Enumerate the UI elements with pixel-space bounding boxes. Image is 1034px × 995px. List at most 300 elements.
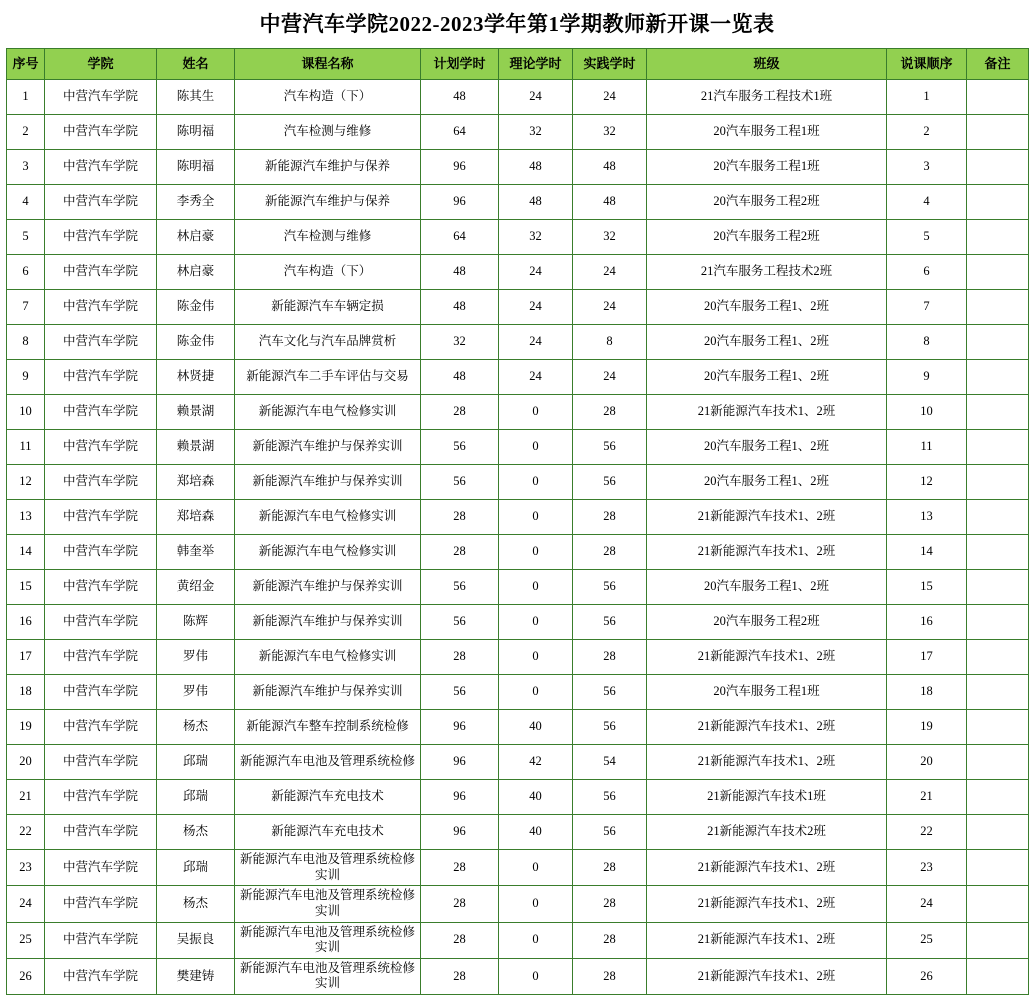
cell-practice-hours: 24 (573, 290, 647, 325)
cell-name: 郑培森 (157, 500, 235, 535)
cell-name: 韩奎举 (157, 535, 235, 570)
cell-practice-hours: 32 (573, 115, 647, 150)
table-row (7, 430, 1029, 465)
cell-theory-hours: 0 (499, 570, 573, 605)
cell-seq: 20 (7, 745, 45, 780)
cell-plan-hours: 28 (421, 640, 499, 675)
cell-course: 新能源汽车电池及管理系统检修实训 (235, 850, 421, 886)
cell-practice-hours: 56 (573, 430, 647, 465)
cell-remark (967, 850, 1029, 886)
cell-remark (967, 886, 1029, 922)
cell-name: 林启豪 (157, 255, 235, 290)
table-row (7, 780, 1029, 815)
cell-seq: 26 (7, 958, 45, 994)
cell-class: 20汽车服务工程1、2班 (647, 360, 887, 395)
cell-class: 21汽车服务工程技术1班 (647, 80, 887, 115)
cell-seq: 13 (7, 500, 45, 535)
cell-college: 中营汽车学院 (45, 745, 157, 780)
table-row (7, 325, 1029, 360)
cell-theory-hours: 0 (499, 922, 573, 958)
cell-practice-hours: 54 (573, 745, 647, 780)
cell-college: 中营汽车学院 (45, 850, 157, 886)
table-header-row (7, 49, 1029, 80)
cell-remark (967, 220, 1029, 255)
cell-order: 3 (887, 150, 967, 185)
cell-college: 中营汽车学院 (45, 150, 157, 185)
cell-course: 新能源汽车维护与保养实训 (235, 430, 421, 465)
cell-name: 赖景湖 (157, 430, 235, 465)
column-header-practice-hours: 实践学时 (573, 49, 647, 80)
cell-theory-hours: 0 (499, 465, 573, 500)
cell-plan-hours: 56 (421, 675, 499, 710)
cell-class: 21新能源汽车技术1、2班 (647, 535, 887, 570)
cell-remark (967, 325, 1029, 360)
cell-theory-hours: 40 (499, 710, 573, 745)
cell-course: 新能源汽车电气检修实训 (235, 640, 421, 675)
cell-order: 16 (887, 605, 967, 640)
cell-plan-hours: 28 (421, 922, 499, 958)
cell-name: 邱瑞 (157, 850, 235, 886)
cell-plan-hours: 48 (421, 360, 499, 395)
cell-remark (967, 605, 1029, 640)
cell-theory-hours: 0 (499, 500, 573, 535)
cell-seq: 4 (7, 185, 45, 220)
cell-college: 中营汽车学院 (45, 535, 157, 570)
cell-name: 郑培森 (157, 465, 235, 500)
cell-name: 樊建铸 (157, 958, 235, 994)
cell-class: 21新能源汽车技术1、2班 (647, 500, 887, 535)
cell-order: 24 (887, 886, 967, 922)
column-header-seq: 序号 (7, 49, 45, 80)
cell-practice-hours: 32 (573, 220, 647, 255)
cell-seq: 8 (7, 325, 45, 360)
cell-remark (967, 185, 1029, 220)
cell-theory-hours: 0 (499, 640, 573, 675)
cell-course: 新能源汽车二手车评估与交易 (235, 360, 421, 395)
cell-college: 中营汽车学院 (45, 570, 157, 605)
cell-college: 中营汽车学院 (45, 185, 157, 220)
table-row (7, 886, 1029, 922)
cell-theory-hours: 32 (499, 115, 573, 150)
cell-seq: 11 (7, 430, 45, 465)
cell-plan-hours: 28 (421, 958, 499, 994)
cell-seq: 9 (7, 360, 45, 395)
cell-course: 新能源汽车维护与保养 (235, 150, 421, 185)
cell-class: 20汽车服务工程2班 (647, 185, 887, 220)
cell-plan-hours: 56 (421, 570, 499, 605)
column-header-college: 学院 (45, 49, 157, 80)
cell-class: 21新能源汽车技术1、2班 (647, 850, 887, 886)
cell-class: 21新能源汽车技术1、2班 (647, 886, 887, 922)
column-header-theory-hours: 理论学时 (499, 49, 573, 80)
table-row (7, 710, 1029, 745)
cell-class: 20汽车服务工程2班 (647, 220, 887, 255)
cell-name: 陈明福 (157, 150, 235, 185)
table-row (7, 535, 1029, 570)
cell-course: 汽车构造（下） (235, 255, 421, 290)
cell-remark (967, 745, 1029, 780)
cell-order: 25 (887, 922, 967, 958)
cell-class: 20汽车服务工程2班 (647, 605, 887, 640)
cell-college: 中营汽车学院 (45, 115, 157, 150)
table-row (7, 255, 1029, 290)
cell-remark (967, 535, 1029, 570)
cell-college: 中营汽车学院 (45, 500, 157, 535)
cell-name: 吴振良 (157, 922, 235, 958)
cell-course: 新能源汽车维护与保养实训 (235, 605, 421, 640)
cell-class: 21新能源汽车技术1、2班 (647, 395, 887, 430)
column-header-course: 课程名称 (235, 49, 421, 80)
cell-theory-hours: 32 (499, 220, 573, 255)
cell-remark (967, 958, 1029, 994)
cell-theory-hours: 0 (499, 395, 573, 430)
table-row (7, 465, 1029, 500)
cell-seq: 2 (7, 115, 45, 150)
table-row (7, 185, 1029, 220)
cell-remark (967, 922, 1029, 958)
cell-plan-hours: 28 (421, 886, 499, 922)
cell-class: 20汽车服务工程1班 (647, 115, 887, 150)
cell-practice-hours: 28 (573, 886, 647, 922)
cell-plan-hours: 96 (421, 710, 499, 745)
cell-practice-hours: 28 (573, 922, 647, 958)
cell-plan-hours: 32 (421, 325, 499, 360)
cell-college: 中营汽车学院 (45, 465, 157, 500)
cell-remark (967, 150, 1029, 185)
cell-course: 新能源汽车电气检修实训 (235, 395, 421, 430)
cell-seq: 12 (7, 465, 45, 500)
table-row (7, 500, 1029, 535)
cell-order: 12 (887, 465, 967, 500)
cell-name: 杨杰 (157, 886, 235, 922)
cell-name: 杨杰 (157, 710, 235, 745)
cell-remark (967, 360, 1029, 395)
cell-plan-hours: 28 (421, 535, 499, 570)
cell-remark (967, 255, 1029, 290)
cell-practice-hours: 28 (573, 500, 647, 535)
cell-class: 20汽车服务工程1班 (647, 675, 887, 710)
cell-college: 中营汽车学院 (45, 290, 157, 325)
cell-practice-hours: 24 (573, 80, 647, 115)
cell-class: 21新能源汽车技术1、2班 (647, 710, 887, 745)
cell-seq: 15 (7, 570, 45, 605)
cell-seq: 19 (7, 710, 45, 745)
cell-plan-hours: 56 (421, 465, 499, 500)
cell-order: 14 (887, 535, 967, 570)
cell-order: 18 (887, 675, 967, 710)
cell-college: 中营汽车学院 (45, 815, 157, 850)
cell-plan-hours: 64 (421, 220, 499, 255)
cell-practice-hours: 56 (573, 570, 647, 605)
cell-plan-hours: 48 (421, 290, 499, 325)
cell-theory-hours: 24 (499, 290, 573, 325)
cell-order: 7 (887, 290, 967, 325)
table-row (7, 850, 1029, 886)
cell-practice-hours: 8 (573, 325, 647, 360)
cell-practice-hours: 56 (573, 710, 647, 745)
cell-seq: 5 (7, 220, 45, 255)
cell-name: 陈金伟 (157, 325, 235, 360)
cell-practice-hours: 48 (573, 185, 647, 220)
cell-theory-hours: 24 (499, 360, 573, 395)
cell-theory-hours: 40 (499, 815, 573, 850)
cell-class: 20汽车服务工程1班 (647, 150, 887, 185)
cell-plan-hours: 96 (421, 150, 499, 185)
cell-class: 21新能源汽车技术1、2班 (647, 958, 887, 994)
cell-practice-hours: 56 (573, 605, 647, 640)
cell-class: 20汽车服务工程1、2班 (647, 465, 887, 500)
cell-class: 20汽车服务工程1、2班 (647, 325, 887, 360)
table-row (7, 605, 1029, 640)
cell-course: 新能源汽车电气检修实训 (235, 500, 421, 535)
cell-course: 新能源汽车电池及管理系统检修实训 (235, 958, 421, 994)
cell-course: 新能源汽车整车控制系统检修 (235, 710, 421, 745)
cell-plan-hours: 28 (421, 395, 499, 430)
cell-seq: 22 (7, 815, 45, 850)
cell-order: 4 (887, 185, 967, 220)
cell-practice-hours: 24 (573, 360, 647, 395)
cell-remark (967, 640, 1029, 675)
cell-college: 中营汽车学院 (45, 922, 157, 958)
cell-seq: 1 (7, 80, 45, 115)
cell-order: 23 (887, 850, 967, 886)
cell-practice-hours: 28 (573, 850, 647, 886)
column-header-remark: 备注 (967, 49, 1029, 80)
cell-name: 赖景湖 (157, 395, 235, 430)
cell-course: 新能源汽车维护与保养实训 (235, 570, 421, 605)
cell-name: 陈辉 (157, 605, 235, 640)
cell-practice-hours: 28 (573, 958, 647, 994)
cell-name: 陈其生 (157, 80, 235, 115)
cell-course: 新能源汽车维护与保养实训 (235, 465, 421, 500)
cell-practice-hours: 56 (573, 780, 647, 815)
cell-class: 21新能源汽车技术1班 (647, 780, 887, 815)
cell-course: 汽车检测与维修 (235, 115, 421, 150)
cell-college: 中营汽车学院 (45, 675, 157, 710)
cell-practice-hours: 28 (573, 395, 647, 430)
cell-theory-hours: 24 (499, 325, 573, 360)
cell-class: 20汽车服务工程1、2班 (647, 290, 887, 325)
cell-plan-hours: 28 (421, 850, 499, 886)
cell-course: 新能源汽车充电技术 (235, 780, 421, 815)
cell-college: 中营汽车学院 (45, 640, 157, 675)
cell-course: 新能源汽车电池及管理系统检修实训 (235, 886, 421, 922)
cell-theory-hours: 48 (499, 150, 573, 185)
cell-remark (967, 465, 1029, 500)
cell-plan-hours: 56 (421, 605, 499, 640)
cell-remark (967, 115, 1029, 150)
table-row (7, 360, 1029, 395)
cell-name: 陈明福 (157, 115, 235, 150)
cell-order: 8 (887, 325, 967, 360)
cell-name: 杨杰 (157, 815, 235, 850)
table-row (7, 395, 1029, 430)
cell-college: 中营汽车学院 (45, 255, 157, 290)
cell-plan-hours: 48 (421, 255, 499, 290)
cell-theory-hours: 24 (499, 80, 573, 115)
cell-order: 9 (887, 360, 967, 395)
cell-course: 新能源汽车车辆定损 (235, 290, 421, 325)
cell-course: 新能源汽车电气检修实训 (235, 535, 421, 570)
table-row (7, 80, 1029, 115)
cell-course: 新能源汽车维护与保养实训 (235, 675, 421, 710)
column-header-order: 说课顺序 (887, 49, 967, 80)
cell-practice-hours: 28 (573, 640, 647, 675)
cell-college: 中营汽车学院 (45, 780, 157, 815)
cell-class: 21新能源汽车技术1、2班 (647, 745, 887, 780)
column-header-plan-hours: 计划学时 (421, 49, 499, 80)
cell-seq: 24 (7, 886, 45, 922)
cell-remark (967, 710, 1029, 745)
cell-class: 20汽车服务工程1、2班 (647, 570, 887, 605)
table-row (7, 150, 1029, 185)
cell-course: 新能源汽车电池及管理系统检修实训 (235, 922, 421, 958)
cell-remark (967, 500, 1029, 535)
cell-seq: 14 (7, 535, 45, 570)
cell-name: 陈金伟 (157, 290, 235, 325)
cell-course: 汽车构造（下） (235, 80, 421, 115)
cell-remark (967, 675, 1029, 710)
cell-order: 5 (887, 220, 967, 255)
cell-practice-hours: 56 (573, 465, 647, 500)
cell-college: 中营汽车学院 (45, 605, 157, 640)
cell-name: 林贤捷 (157, 360, 235, 395)
cell-plan-hours: 96 (421, 815, 499, 850)
cell-theory-hours: 48 (499, 185, 573, 220)
cell-college: 中营汽车学院 (45, 220, 157, 255)
cell-seq: 18 (7, 675, 45, 710)
table-row (7, 115, 1029, 150)
cell-remark (967, 395, 1029, 430)
cell-seq: 21 (7, 780, 45, 815)
cell-seq: 23 (7, 850, 45, 886)
cell-remark (967, 290, 1029, 325)
cell-theory-hours: 0 (499, 535, 573, 570)
table-body (7, 80, 1029, 995)
cell-class: 21汽车服务工程技术2班 (647, 255, 887, 290)
cell-remark (967, 570, 1029, 605)
cell-practice-hours: 56 (573, 815, 647, 850)
table-row (7, 640, 1029, 675)
cell-order: 19 (887, 710, 967, 745)
table-row (7, 220, 1029, 255)
cell-name: 李秀全 (157, 185, 235, 220)
cell-plan-hours: 64 (421, 115, 499, 150)
cell-seq: 6 (7, 255, 45, 290)
cell-seq: 7 (7, 290, 45, 325)
cell-college: 中营汽车学院 (45, 80, 157, 115)
table-row (7, 570, 1029, 605)
cell-plan-hours: 96 (421, 745, 499, 780)
cell-remark (967, 815, 1029, 850)
table-row (7, 745, 1029, 780)
cell-seq: 16 (7, 605, 45, 640)
cell-order: 26 (887, 958, 967, 994)
cell-practice-hours: 24 (573, 255, 647, 290)
column-header-name: 姓名 (157, 49, 235, 80)
cell-plan-hours: 28 (421, 500, 499, 535)
cell-theory-hours: 0 (499, 430, 573, 465)
table-row (7, 815, 1029, 850)
cell-theory-hours: 0 (499, 886, 573, 922)
cell-seq: 10 (7, 395, 45, 430)
cell-practice-hours: 48 (573, 150, 647, 185)
cell-college: 中营汽车学院 (45, 360, 157, 395)
table-row (7, 290, 1029, 325)
cell-name: 邱瑞 (157, 780, 235, 815)
cell-name: 黄绍金 (157, 570, 235, 605)
cell-seq: 17 (7, 640, 45, 675)
cell-course: 汽车检测与维修 (235, 220, 421, 255)
column-header-class: 班级 (647, 49, 887, 80)
cell-plan-hours: 96 (421, 185, 499, 220)
cell-seq: 3 (7, 150, 45, 185)
cell-remark (967, 80, 1029, 115)
cell-name: 邱瑞 (157, 745, 235, 780)
cell-order: 13 (887, 500, 967, 535)
cell-theory-hours: 0 (499, 958, 573, 994)
cell-order: 15 (887, 570, 967, 605)
cell-course: 新能源汽车电池及管理系统检修 (235, 745, 421, 780)
cell-theory-hours: 0 (499, 675, 573, 710)
cell-practice-hours: 28 (573, 535, 647, 570)
cell-plan-hours: 56 (421, 430, 499, 465)
cell-class: 21新能源汽车技术1、2班 (647, 922, 887, 958)
page-title: 中营汽车学院2022-2023学年第1学期教师新开课一览表 (259, 12, 775, 36)
cell-name: 罗伟 (157, 675, 235, 710)
cell-course: 新能源汽车充电技术 (235, 815, 421, 850)
cell-order: 22 (887, 815, 967, 850)
cell-order: 2 (887, 115, 967, 150)
cell-theory-hours: 0 (499, 605, 573, 640)
cell-order: 21 (887, 780, 967, 815)
cell-college: 中营汽车学院 (45, 958, 157, 994)
cell-college: 中营汽车学院 (45, 430, 157, 465)
course-table (6, 48, 1029, 995)
cell-theory-hours: 0 (499, 850, 573, 886)
cell-order: 6 (887, 255, 967, 290)
cell-remark (967, 780, 1029, 815)
table-header (7, 49, 1029, 80)
table-row (7, 958, 1029, 994)
cell-class: 20汽车服务工程1、2班 (647, 430, 887, 465)
cell-order: 17 (887, 640, 967, 675)
cell-practice-hours: 56 (573, 675, 647, 710)
cell-class: 21新能源汽车技术1、2班 (647, 640, 887, 675)
cell-name: 林启豪 (157, 220, 235, 255)
table-row (7, 922, 1029, 958)
cell-class: 21新能源汽车技术2班 (647, 815, 887, 850)
cell-order: 1 (887, 80, 967, 115)
cell-name: 罗伟 (157, 640, 235, 675)
cell-college: 中营汽车学院 (45, 395, 157, 430)
cell-seq: 25 (7, 922, 45, 958)
cell-course: 汽车文化与汽车品牌赏析 (235, 325, 421, 360)
cell-theory-hours: 40 (499, 780, 573, 815)
cell-order: 20 (887, 745, 967, 780)
cell-theory-hours: 42 (499, 745, 573, 780)
cell-college: 中营汽车学院 (45, 325, 157, 360)
table-row (7, 675, 1029, 710)
cell-course: 新能源汽车维护与保养 (235, 185, 421, 220)
cell-plan-hours: 48 (421, 80, 499, 115)
cell-remark (967, 430, 1029, 465)
cell-plan-hours: 96 (421, 780, 499, 815)
cell-college: 中营汽车学院 (45, 886, 157, 922)
cell-theory-hours: 24 (499, 255, 573, 290)
cell-order: 11 (887, 430, 967, 465)
cell-order: 10 (887, 395, 967, 430)
